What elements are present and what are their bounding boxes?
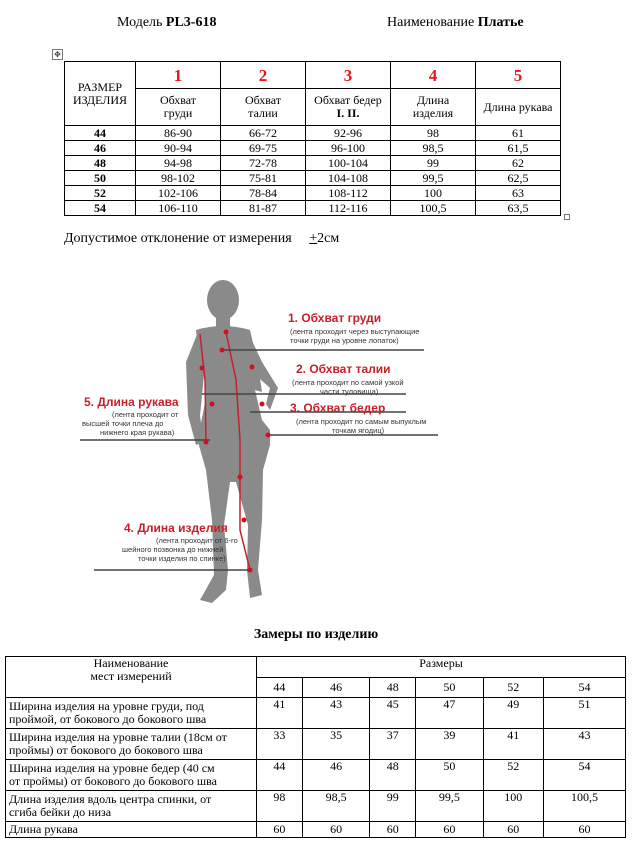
table-cell: 60 [257,822,303,838]
table-row [65,126,561,141]
size-header: 46 [302,678,370,698]
cell-text: проймой, от бокового до бокового шва [9,712,207,726]
col-label [476,89,561,126]
table-cell: 100 [483,791,543,822]
table-cell: 100-104 [306,156,391,171]
table-cell: 72-78 [221,156,306,171]
product-table [5,656,626,838]
table-row [6,729,626,760]
cell-text: Ширина изделия на уровне бедер (40 см [9,761,215,775]
size-header: 44 [257,678,303,698]
cell-text: Длина изделия вдоль центра спинки, от [9,792,212,806]
table-cell: 96-100 [306,141,391,156]
cell-text: изделия [412,106,454,120]
table-cell: 47 [416,698,484,729]
table-cell: 61,5 [476,141,561,156]
table-row [6,760,626,791]
table-cell: 99 [370,791,416,822]
table-row [6,822,626,838]
label-hips-desc: точкам ягодиц) [332,426,385,435]
table-cell: 75-81 [221,171,306,186]
label-sleeve-desc: высшей точки плеча до [82,419,164,428]
label-sleeve-title: 5. Длина рукава [84,395,179,409]
table-cell: 98,5 [391,141,476,156]
deviation-note [64,231,339,247]
label-waist-title: 2. Обхват талии [296,362,391,376]
col-label [136,89,221,126]
table-cell: 48 [370,760,416,791]
table-resize-handle[interactable] [564,214,570,220]
table-cell: 86-90 [136,126,221,141]
cell-text: Наименование [93,656,169,670]
table-cell: 99,5 [416,791,484,822]
table-row [65,171,561,186]
table-cell: 63,5 [476,201,561,216]
label-length [122,521,238,563]
size-header: 54 [543,678,625,698]
table-row [6,698,626,729]
table-cell: 33 [257,729,303,760]
table-cell: 37 [370,729,416,760]
table-cell: 51 [543,698,625,729]
cell-text: Длина рукава [483,99,553,114]
table-cell: 43 [543,729,625,760]
table-cell: 66-72 [221,126,306,141]
table-cell: 69-75 [221,141,306,156]
label-chest-desc: (лента проходит через выступающие [290,327,420,336]
measurement-figure [0,270,632,615]
plus-minus-sign: + [309,231,318,246]
col-number: 5 [476,62,561,89]
table-cell [6,729,257,760]
cell-text: Обхват [159,93,197,107]
table-cell: 106-110 [136,201,221,216]
model-value: PL3-618 [165,15,217,30]
table-cell: 61 [476,126,561,141]
cell-text: Ширина изделия на уровне груди, под [9,699,204,713]
table-cell: 63 [476,186,561,201]
cell-text: груди [163,106,193,120]
table-cell: 50 [65,171,136,186]
cell-text: мест измерений [90,669,172,683]
table-cell: 45 [370,698,416,729]
table-row [65,141,561,156]
name-value: Платье [477,15,524,30]
table-cell: 46 [65,141,136,156]
table-cell: 81-87 [221,201,306,216]
table-cell: 99 [391,156,476,171]
table-cell: 60 [416,822,484,838]
table-cell: 98-102 [136,171,221,186]
name-line [387,15,524,31]
table-cell: 100 [391,186,476,201]
cell-text: I. II. [336,106,360,120]
label-hips [290,401,426,435]
label-length-desc: точки изделия по спинке) [138,554,226,563]
label-length-desc: шейного позвонка до нижней [122,545,224,554]
col-label [306,89,391,126]
deviation-text: Допустимое отклонение от измерения [64,231,292,246]
table-row [65,186,561,201]
cell-text: Длина [416,93,450,107]
table-cell: 50 [416,760,484,791]
table-cell: 98,5 [302,791,370,822]
col-number: 3 [306,62,391,89]
table-cell: 99,5 [391,171,476,186]
cell-text: талии [248,106,278,120]
table-cell: 43 [302,698,370,729]
size-header: 48 [370,678,416,698]
table-cell: 44 [257,760,303,791]
table-cell: 100,5 [543,791,625,822]
table-cell: 94-98 [136,156,221,171]
table-cell: 62 [476,156,561,171]
table-cell: 35 [302,729,370,760]
cell-text: проймы) от бокового до бокового шва [9,743,203,757]
table-cell: 62,5 [476,171,561,186]
table-cell: 54 [543,760,625,791]
label-hips-title: 3. Обхват бедер [290,401,386,415]
model-line [117,15,216,31]
table-cell: 108-112 [306,186,391,201]
label-sleeve-desc: (лента проходит от [112,410,179,419]
label-hips-desc: (лента проходит по самым выпуклым [296,417,427,426]
product-table-sizes-header: Размеры [257,657,626,678]
size-table [64,61,561,216]
table-cell: 78-84 [221,186,306,201]
label-waist-desc: (лента проходит по самой узкой [292,378,404,387]
label-chest-desc: точки груди на уровне лопаток) [290,336,399,345]
table-cell: 90-94 [136,141,221,156]
cell-text: Обхват [244,93,282,107]
product-table-name-header [6,657,257,698]
table-move-handle-icon[interactable]: ✥ [52,49,63,60]
label-sleeve-desc: нижнего края рукава) [100,428,175,437]
col-number: 1 [136,62,221,89]
table-cell: 48 [65,156,136,171]
table-cell [6,791,257,822]
col-label [391,89,476,126]
product-table-title: Замеры по изделию [253,627,379,642]
table-cell: 60 [302,822,370,838]
table-cell: 46 [302,760,370,791]
table-cell: 54 [65,201,136,216]
table-cell: 104-108 [306,171,391,186]
col-number: 2 [221,62,306,89]
table-cell: 60 [543,822,625,838]
name-label: Наименование [387,15,475,30]
table-cell: 39 [416,729,484,760]
col-number: 4 [391,62,476,89]
table-row [65,201,561,216]
label-length-desc: (лента проходит от 6-го [156,536,238,545]
label-waist [292,362,404,396]
table-cell [6,698,257,729]
size-header: 50 [416,678,484,698]
table-cell: 52 [65,186,136,201]
table-cell: Длина рукава [6,822,257,838]
size-header: 52 [483,678,543,698]
table-cell: 52 [483,760,543,791]
table-row [65,156,561,171]
table-cell: 92-96 [306,126,391,141]
table-row [6,791,626,822]
table-cell: 60 [483,822,543,838]
table-cell: 100,5 [391,201,476,216]
label-chest-title: 1. Обхват груди [288,311,382,325]
table-cell: 98 [257,791,303,822]
size-table-corner-header: РАЗМЕР ИЗДЕЛИЯ [65,62,136,126]
cell-text: сгиба бейки до низа [9,805,112,819]
table-cell: 102-106 [136,186,221,201]
cell-text: Ширина изделия на уровне талии (18см от [9,730,227,744]
model-label: Модель [117,15,163,30]
table-cell: 49 [483,698,543,729]
table-cell: 41 [483,729,543,760]
deviation-value: 2см [317,231,340,246]
table-cell: 60 [370,822,416,838]
col-label [221,89,306,126]
table-cell: 98 [391,126,476,141]
label-chest [288,311,419,345]
table-cell: 44 [65,126,136,141]
table-cell: 112-116 [306,201,391,216]
table-cell: 41 [257,698,303,729]
label-sleeve [82,395,179,437]
label-waist-desc: части туловища) [320,387,379,396]
cell-text: Обхват бедер [314,93,382,107]
label-length-title: 4. Длина изделия [124,521,228,535]
cell-text: от проймы) от бокового до бокового шва [9,774,217,788]
table-cell [6,760,257,791]
